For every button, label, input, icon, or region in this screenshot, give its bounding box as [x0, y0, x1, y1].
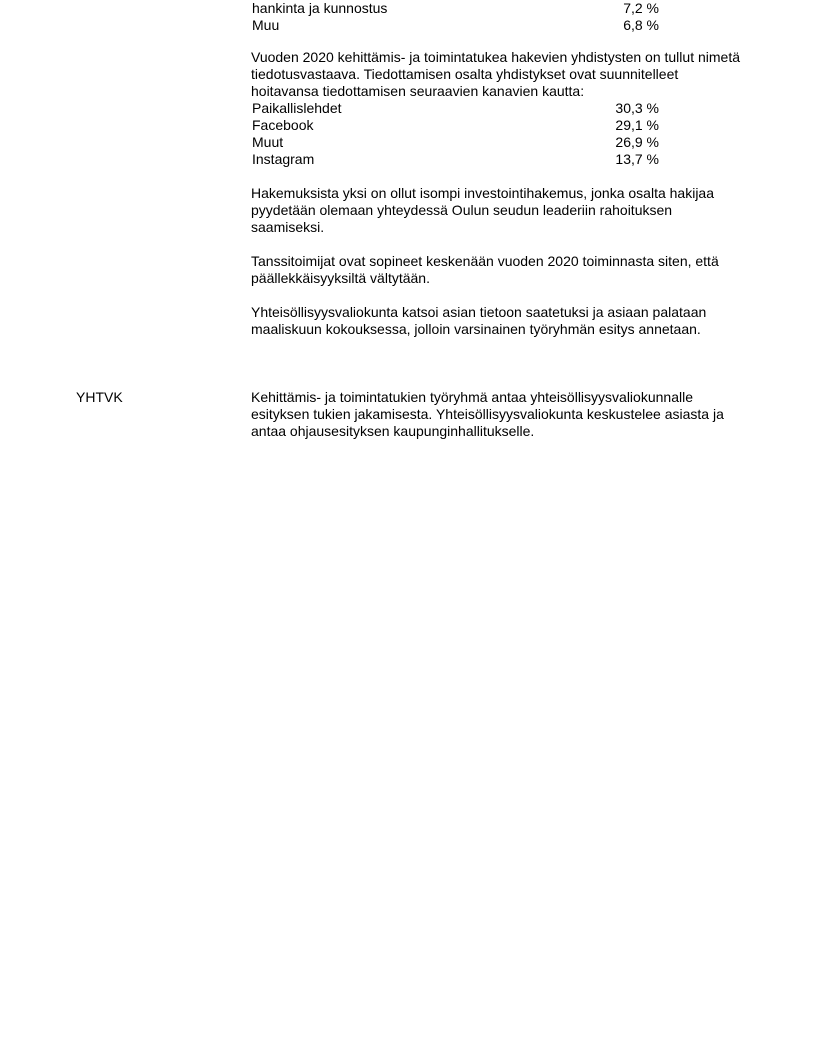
- channel-label: Instagram: [252, 151, 315, 167]
- channel-label: Muut: [252, 134, 284, 150]
- row-value: 6,8 %: [623, 17, 659, 33]
- row-label: Muu: [252, 17, 280, 33]
- channel-row: [252, 134, 659, 151]
- table-row: [252, 17, 659, 34]
- channel-value: 30,3 %: [615, 100, 659, 116]
- channel-row: [252, 100, 659, 117]
- channel-value: 26,9 %: [615, 134, 659, 150]
- paragraph-dance: Tanssitoimijat ovat sopineet keskenään vuoden 2020 toiminnasta siten, että päällekkäisyyksiltä vältytään.: [251, 253, 719, 286]
- paragraph-committee: Yhteisöllisyysvaliokunta katsoi asian tietoon saatetuksi ja asiaan palataan maaliskuun kokouksessa, jolloin varsinainen työryhmän esitys annetaan.: [251, 304, 707, 337]
- row-value: 7,2 %: [623, 0, 659, 16]
- proposal-text: Kehittämis- ja toimintatukien työryhmä antaa yhteisöllisyysvaliokunnalle esityksen tukien jakamisesta. Yhteisöllisyysvaliokunta keskustelee asiasta ja antaa ohjausesityksen kaupunginhallitukselle.: [251, 389, 724, 439]
- channel-value: 29,1 %: [615, 117, 659, 133]
- proposal-label: YHTVK: [76, 389, 123, 405]
- paragraph-info-officer: Vuoden 2020 kehittämis- ja toimintatukea hakevien yhdistysten on tullut nimetä tiedotusvastaava. Tiedottamisen osalta yhdistykset ovat suunnitelleet hoitavansa tiedottamisen seuraavien kanavien kautta:: [251, 49, 740, 99]
- channel-row: [252, 117, 659, 134]
- channel-label: Facebook: [252, 117, 314, 133]
- channel-value: 13,7 %: [615, 151, 659, 167]
- table-row: [252, 0, 659, 17]
- paragraph-investment: Hakemuksista yksi on ollut isompi investointihakemus, jonka osalta hakijaa pyydetään olemaan yhteydessä Oulun seudun leaderiin rahoituksen saamiseksi.: [251, 185, 714, 235]
- channel-row: [252, 151, 659, 168]
- channel-label: Paikallislehdet: [252, 100, 342, 116]
- row-label: hankinta ja kunnostus: [252, 0, 388, 16]
